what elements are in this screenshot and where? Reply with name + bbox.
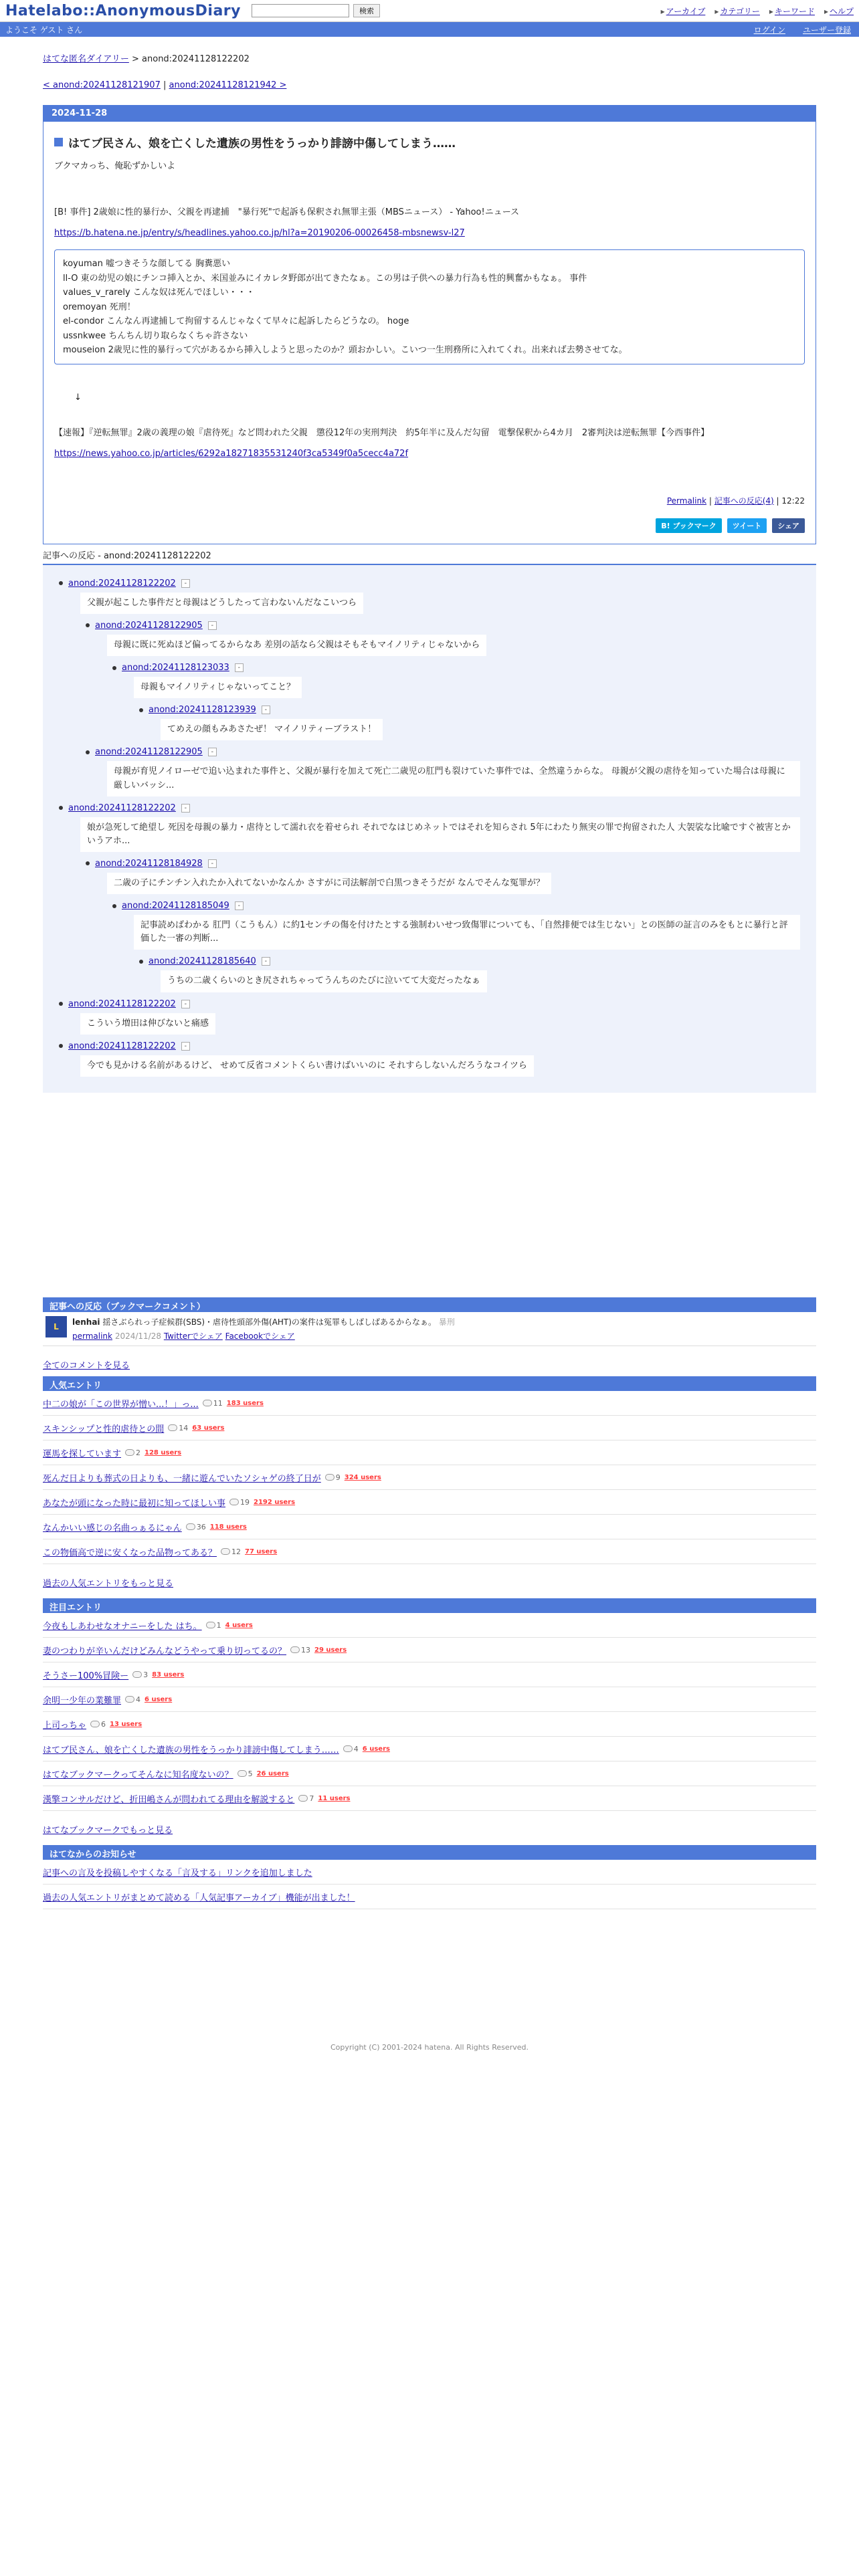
response-link[interactable]: anond:20241128122202: [68, 998, 176, 1009]
comment-count[interactable]: [125, 1695, 140, 1704]
notices: [43, 1845, 816, 1909]
register-link[interactable]: ユーザー登録: [802, 25, 851, 35]
prev-entry-link[interactable]: < anond:20241128121907: [43, 80, 161, 90]
speech-bubble-icon: [168, 1424, 177, 1431]
response-link[interactable]: anond:20241128122202: [68, 802, 176, 813]
comment-count[interactable]: [237, 1769, 253, 1778]
bookmark-users-badge[interactable]: 118 users: [209, 1523, 247, 1531]
bullet-icon: [59, 806, 63, 810]
response-item: [112, 901, 800, 992]
entry-paragraph: 【速報】『逆転無罪』2歳の義理の娘『虐待死』など問われた父親 懲役12年の実刑判決 約5年半に及んだ勾留 電撃保釈から4カ月 2審判決は逆転無罪【今西事件】: [54, 428, 710, 439]
speech-bubble-icon: [132, 1671, 142, 1678]
attention-heading: 注目エントリ: [43, 1598, 816, 1613]
response-children: [112, 663, 800, 740]
comment-count[interactable]: [221, 1547, 241, 1556]
response-item: [59, 1041, 800, 1077]
collapse-toggle-icon[interactable]: -: [235, 901, 244, 910]
tweet-button[interactable]: ツイート: [727, 518, 767, 533]
collapse-toggle-icon[interactable]: -: [181, 579, 190, 588]
response-link[interactable]: anond:20241128122905: [95, 620, 203, 631]
entry-list-link[interactable]: 上司っちゃ: [43, 1720, 87, 1731]
nav-keyword[interactable]: ▸ キーワード: [769, 5, 815, 17]
entry-list-link[interactable]: 運馬を探しています: [43, 1448, 122, 1459]
response-header: [86, 859, 800, 869]
attention-list: [43, 1613, 816, 1811]
entry-list-link[interactable]: あなたが頭になった時に最初に知ってほしい事: [43, 1498, 226, 1509]
facebook-share-button[interactable]: シェア: [772, 518, 805, 533]
bullet-icon: [59, 1002, 63, 1006]
bookmark-tag[interactable]: 暴刑: [438, 1317, 455, 1327]
response-text: 父親が起こした事件だと母親はどうしたって言わないんだなこいつら: [80, 593, 363, 614]
comment-count[interactable]: [168, 1424, 188, 1432]
response-text: 今でも見かける名前があるけど、 せめて反省コメントくらい書けばいいのに それすらしないんだろうなコイツら: [80, 1055, 534, 1077]
comment-count-value: 36: [196, 1522, 206, 1531]
bookmark-comment: 揺さぶられっ子症候群(SBS)・虐待性頭部外傷(AHT)の案件は冤罪もしばしばあるからなぁ。: [102, 1317, 436, 1327]
comment-count[interactable]: [206, 1621, 221, 1630]
comment-count-value: 1: [216, 1620, 221, 1630]
bullet-icon: [86, 861, 90, 865]
entry-list-link[interactable]: 漢擎コンサルだけど、折田嶋さんが問われてる理由を解説すると: [43, 1794, 295, 1805]
response-link[interactable]: anond:20241128122905: [95, 747, 203, 758]
response-text: てめえの顔もみあさたぜ！ マイノリティーブラスト！: [161, 719, 383, 740]
response-text: うちの二歳くらいのとき尻されちゃってうんちのたびに泣いてて大変だったなぁ: [161, 970, 487, 992]
header-nav: [661, 5, 854, 17]
site-header: [0, 0, 859, 22]
bookmark-comments: [43, 1297, 816, 1371]
entry-list-item: [43, 1391, 816, 1416]
bookmark-users-badge[interactable]: 2192 users: [254, 1498, 296, 1506]
entry-list-item: [43, 1539, 816, 1564]
bookmark-users-badge[interactable]: 63 users: [192, 1424, 225, 1432]
collapse-toggle-icon[interactable]: -: [181, 1000, 190, 1008]
entry-list-link[interactable]: はてなブックマークってそんなに知名度ないの？: [43, 1769, 233, 1780]
bullet-icon: [112, 904, 116, 908]
response-header: [59, 578, 800, 588]
diary-entry: [43, 105, 816, 544]
responses-heading: 記事への反応 - anond:20241128122202: [43, 548, 816, 565]
entry-list-link[interactable]: 妻のつわりが辛いんだけどみんなどうやって乗り切ってるの？: [43, 1646, 287, 1656]
entry-pager: [43, 80, 816, 90]
speech-bubble-icon: [206, 1622, 215, 1628]
response-item: [112, 663, 800, 740]
comment-count-value: 7: [309, 1794, 314, 1803]
search-form: [252, 4, 380, 17]
bullet-icon: [139, 960, 143, 964]
nav-help[interactable]: ▸ ヘルプ: [824, 5, 854, 17]
entry-arrow: ↓: [74, 393, 82, 403]
response-children: [139, 705, 800, 740]
entry-time: 12:22: [781, 496, 805, 506]
entry-title: [54, 134, 805, 150]
response-children: [86, 621, 800, 796]
collapse-toggle-icon[interactable]: -: [208, 859, 217, 868]
speech-bubble-icon: [125, 1696, 134, 1703]
attention-entries: [43, 1598, 816, 1836]
entry-list-link[interactable]: 中二の娘が「この世界が憎い...！」っ...: [43, 1399, 199, 1410]
response-item: [86, 747, 800, 796]
comment-count-value: 14: [179, 1423, 189, 1432]
nav-category[interactable]: ▸ カテゴリー: [714, 5, 760, 17]
comment-count[interactable]: [186, 1523, 206, 1531]
bookmark-users-badge[interactable]: 6 users: [362, 1745, 390, 1753]
notice-item: [43, 1860, 816, 1885]
speech-bubble-icon: [125, 1449, 134, 1456]
title-square-icon: [54, 138, 63, 146]
main-content: [43, 51, 816, 2052]
notices-heading: はてなからのお知らせ: [43, 1845, 816, 1860]
reactions-link[interactable]: 記事への反応(4): [714, 496, 774, 506]
response-item: [86, 859, 800, 992]
bookmark-users-badge[interactable]: 128 users: [145, 1448, 182, 1457]
response-item: [59, 803, 800, 992]
quote-line: ussnkwee ちんちん切り取らなくちゃ許さない: [63, 330, 248, 341]
bookmark-users-badge[interactable]: 6 users: [145, 1695, 173, 1703]
collapse-toggle-icon[interactable]: -: [208, 621, 217, 630]
speech-bubble-icon: [237, 1770, 247, 1777]
bookmark-date: 2024/11/28: [114, 1331, 161, 1341]
search-input[interactable]: [252, 4, 349, 17]
entry-list-item: [43, 1465, 816, 1490]
entry-link[interactable]: https://b.hatena.ne.jp/entry/s/headlines.yahoo.co.jp/hl?a=20190206-00026458-mbsnewsv-l27: [54, 227, 465, 238]
speech-bubble-icon: [186, 1523, 195, 1530]
twitter-share-link[interactable]: Twitterでシェア: [163, 1331, 223, 1341]
share-buttons: [54, 518, 805, 533]
bookmark-users-badge[interactable]: 29 users: [314, 1646, 347, 1654]
response-text: 娘が急死して絶望し 死因を母親の暴力・虐待として濡れ衣を着せられ それでなはじめネットではそれを知らされ 5年にわたり無実の罪で拘留された人 大袈裟な比喩ですぐ被害とかいうアホ...: [80, 817, 800, 852]
entry-paragraph: [B! 事件] 2歳娘に性的暴行か、父親を再逮捕 "暴行死"で起訴も保釈され無罪主張（MBSニュース） - Yahoo!ニュース: [54, 207, 520, 217]
entry-list-item: [43, 1490, 816, 1515]
collapse-toggle-icon[interactable]: -: [208, 748, 217, 756]
entry-list-link[interactable]: 今夜もしあわせなオナニーをした はち。: [43, 1621, 202, 1632]
entry-list-link[interactable]: スキンシップと性的虐待との間: [43, 1424, 165, 1434]
quote-line: mouseion 2歳児に性的暴行って穴があるから挿入しようと思ったのか？頭おかしい。こいつ一生刑務所に入れてくれ。出来れば去勢させてな。: [63, 345, 628, 356]
response-item: [86, 621, 800, 740]
collapse-toggle-icon[interactable]: -: [181, 804, 190, 813]
bookmark-users-badge[interactable]: 11 users: [318, 1794, 351, 1802]
quote-line: koyuman 嘘つきそうな顔してる 胸糞悪い: [63, 259, 231, 270]
comment-count-value: 11: [213, 1398, 223, 1408]
entry-list-item: [43, 1761, 816, 1786]
breadcrumb-home[interactable]: はてな匿名ダイアリー: [43, 54, 129, 64]
response-children: [112, 901, 800, 992]
bookmark-users-badge[interactable]: 77 users: [245, 1547, 278, 1555]
avatar[interactable]: L: [45, 1316, 67, 1337]
comment-count-value: 9: [335, 1473, 341, 1482]
quote-line: el-condor こんなん再逮捕して拘留するんじゃなくて早々に起訴したらどうなの。 hoge: [63, 316, 409, 327]
response-text: 母親が育児ノイローゼで追い込まれた事件と、父親が暴行を加えて死亡二歳児の肛門も裂けていた事件では、全然違うからな。 母親が父親の虐待を知っていた場合は母親に厳しいバッシ...: [107, 761, 800, 796]
collapse-toggle-icon[interactable]: -: [262, 957, 270, 966]
response-link[interactable]: anond:20241128123033: [122, 663, 229, 673]
response-header: [86, 747, 800, 757]
comment-count[interactable]: [343, 1745, 359, 1753]
entry-list-item: [43, 1687, 816, 1712]
comment-count-value: 13: [301, 1645, 311, 1654]
entry-list-item: [43, 1786, 816, 1811]
bullet-icon: [112, 666, 116, 670]
popular-entries: [43, 1376, 816, 1589]
response-header: [59, 803, 800, 813]
entry-list-item: [43, 1613, 816, 1638]
bookmark-heading: 記事への反応（ブックマークコメント）: [43, 1297, 816, 1312]
bookmark-users-badge[interactable]: 324 users: [344, 1473, 381, 1481]
popular-list: [43, 1391, 816, 1564]
response-children: [139, 956, 800, 992]
response-text: こういう増田は伸びないと痛感: [80, 1013, 215, 1035]
breadcrumb-separator: >: [131, 54, 139, 64]
response-children: [86, 859, 800, 992]
entry-list-item: [43, 1737, 816, 1761]
collapse-toggle-icon[interactable]: -: [181, 1042, 190, 1051]
entry-list-item: [43, 1638, 816, 1662]
comment-count[interactable]: [298, 1794, 314, 1803]
collapse-toggle-icon[interactable]: -: [262, 706, 270, 714]
response-link[interactable]: anond:20241128123939: [149, 705, 256, 716]
response-header: [112, 901, 800, 911]
comment-count-value: 3: [143, 1670, 149, 1679]
popular-heading: 人気エントリ: [43, 1376, 816, 1391]
response-link[interactable]: anond:20241128184928: [95, 858, 203, 869]
comment-count[interactable]: [125, 1448, 140, 1457]
entry-paragraph: ブクマカっち、俺恥ずかしいよ: [54, 161, 176, 171]
attention-more-link[interactable]: はてなブックマークでもっと見る: [43, 1825, 173, 1836]
nav-archive[interactable]: ▸ アーカイブ: [661, 5, 706, 17]
entry-list-link[interactable]: 死んだ日よりも葬式の日よりも、一緒に遊んでいたソシャゲの終了日が: [43, 1473, 321, 1484]
breadcrumb-current: anond:20241128122202: [142, 54, 250, 64]
entry-list-item: [43, 1712, 816, 1737]
comment-count[interactable]: [90, 1720, 106, 1729]
speech-bubble-icon: [298, 1795, 308, 1802]
comment-count[interactable]: [229, 1498, 250, 1507]
speech-bubble-icon: [343, 1745, 353, 1752]
next-entry-link[interactable]: anond:20241128121942 >: [169, 80, 287, 90]
quote-line: ll-O 東の幼児の娘にチンコ挿入とか、米国並みにイカレタ野郎が出てきたなぁ。この男は子供への暴力行為も性的興奮かもなぁ。 事件: [63, 273, 587, 284]
bookmark-users-badge[interactable]: 83 users: [152, 1671, 185, 1679]
notice-link[interactable]: 過去の人気エントリがまとめて読める「人気記事アーカイブ」機能が出ました！: [43, 1893, 355, 1903]
bookmark-permalink[interactable]: permalink: [72, 1331, 112, 1341]
bookmark-users-badge[interactable]: 13 users: [110, 1720, 142, 1728]
copyright: Copyright (C) 2001-2024 hatena. All Rights Reserved.: [330, 2042, 529, 2052]
bookmark-users-badge[interactable]: 26 users: [256, 1769, 289, 1778]
site-logo[interactable]: Hatelabo::AnonymousDiary: [5, 2, 241, 19]
permalink[interactable]: Permalink: [666, 496, 707, 506]
response-text: 母親に既に死ぬほど偏ってるからなあ 差別の話なら父親はそもそもマイノリティじゃないから: [107, 635, 486, 656]
bullet-icon: [86, 750, 90, 754]
bullet-icon: [139, 708, 143, 712]
comment-count-value: 4: [136, 1695, 141, 1704]
notice-item: [43, 1885, 816, 1909]
response-item: [59, 999, 800, 1035]
user-bar: [0, 22, 859, 37]
entry-list-link[interactable]: そうさー100%冒険ー: [43, 1671, 129, 1681]
entry-list-item: [43, 1440, 816, 1465]
speech-bubble-icon: [203, 1400, 212, 1406]
notice-link[interactable]: 記事への言及を投稿しやすくなる「言及する」リンクを追加しました: [43, 1868, 312, 1879]
bullet-icon: [59, 1044, 63, 1048]
entry-quote: [54, 249, 805, 364]
speech-bubble-icon: [90, 1721, 100, 1727]
welcome-text: ようこそ ゲスト さん: [5, 25, 83, 35]
hatena-bookmark-button[interactable]: B! ブックマーク: [656, 518, 721, 533]
bookmark-user[interactable]: lenhai: [72, 1317, 100, 1327]
quote-line: oremoyan 死刑！: [63, 302, 136, 312]
breadcrumb: [43, 51, 816, 64]
response-text: 二歳の子にチンチン入れたか入れてないかなんか さすがに司法解剖で白黒つきそうだが なんでそんな冤罪が？: [107, 873, 551, 894]
response-link[interactable]: anond:20241128185049: [122, 901, 229, 911]
all-comments-link[interactable]: 全てのコメントを見る: [43, 1360, 130, 1371]
response-item: [59, 578, 800, 796]
response-item: [139, 705, 800, 740]
response-header: [139, 705, 800, 715]
entry-date: 2024-11-28: [43, 106, 816, 122]
entry-list-link[interactable]: なんかいい感じの名曲っぁるにゃん: [43, 1523, 182, 1533]
response-item: [139, 956, 800, 992]
entry-list-item: [43, 1416, 816, 1440]
facebook-share-link[interactable]: Facebookでシェア: [225, 1331, 295, 1341]
response-header: [139, 956, 800, 966]
speech-bubble-icon: [221, 1548, 230, 1555]
response-text: 記事読めばわかる 肛門（こうもん）に約1センチの傷を付けたとする強制わいせつ致傷罪についても、「自然排便では生じない」との医師の証言のみをもとに暴行と評価した一審の判断...: [134, 915, 800, 950]
response-thread: [43, 565, 816, 1093]
comment-count[interactable]: [325, 1473, 341, 1482]
speech-bubble-icon: [325, 1474, 335, 1481]
popular-more-link[interactable]: 過去の人気エントリをもっと見る: [43, 1578, 174, 1589]
response-header: [59, 999, 800, 1009]
entry-list-link[interactable]: この物価高で逆に安くなった品物ってある？: [43, 1547, 217, 1558]
comment-count-value: 4: [353, 1744, 359, 1753]
comment-count-value: 12: [231, 1547, 242, 1556]
entry-footer: Permalink | 記事への反応(4) | 12:22: [666, 496, 805, 506]
entry-list-item: [43, 1515, 816, 1539]
speech-bubble-icon: [290, 1646, 300, 1653]
comment-count-value: 6: [101, 1719, 106, 1729]
bullet-icon: [86, 623, 90, 627]
bookmark-users-badge[interactable]: 4 users: [225, 1621, 253, 1629]
response-header: [112, 663, 800, 673]
speech-bubble-icon: [229, 1499, 239, 1505]
comment-count-value: 5: [248, 1769, 253, 1778]
response-text: 母親もマイノリティじゃないってこと？: [134, 677, 302, 698]
quote-line: values_v_rarely こんな奴は死んでほしい・・・: [63, 288, 255, 298]
response-header: [86, 621, 800, 631]
bookmark-row: [43, 1312, 816, 1346]
entry-list-link[interactable]: はてブ民さん、娘を亡くした遺族の男性をうっかり誹謗中傷してしまう……: [43, 1745, 339, 1755]
bullet-icon: [59, 581, 63, 585]
response-link[interactable]: anond:20241128122202: [68, 578, 176, 588]
collapse-toggle-icon[interactable]: -: [235, 663, 244, 672]
comment-count[interactable]: [132, 1671, 148, 1679]
entry-list-item: [43, 1662, 816, 1687]
response-link[interactable]: anond:20241128185640: [149, 956, 256, 967]
comment-count[interactable]: [290, 1646, 310, 1654]
response-link[interactable]: anond:20241128122202: [68, 1041, 176, 1051]
login-link[interactable]: ログイン: [753, 25, 785, 35]
entry-link[interactable]: https://news.yahoo.co.jp/articles/6292a18271835531240f3ca5349f0a5cecc4a72f: [54, 449, 409, 459]
comment-count-value: 2: [136, 1448, 141, 1457]
comment-count-value: 19: [240, 1497, 250, 1507]
comment-count[interactable]: [203, 1399, 223, 1408]
pager-separator: |: [163, 80, 167, 90]
entry-title-link[interactable]: はてブ民さん、娘を亡くした遺族の男性をうっかり誹謗中傷してしまう……: [68, 137, 456, 150]
entry-list-link[interactable]: 余明一少年の業難罪: [43, 1695, 122, 1706]
response-header: [59, 1041, 800, 1051]
bookmark-users-badge[interactable]: 183 users: [226, 1399, 264, 1407]
search-button[interactable]: 検索: [353, 4, 380, 17]
